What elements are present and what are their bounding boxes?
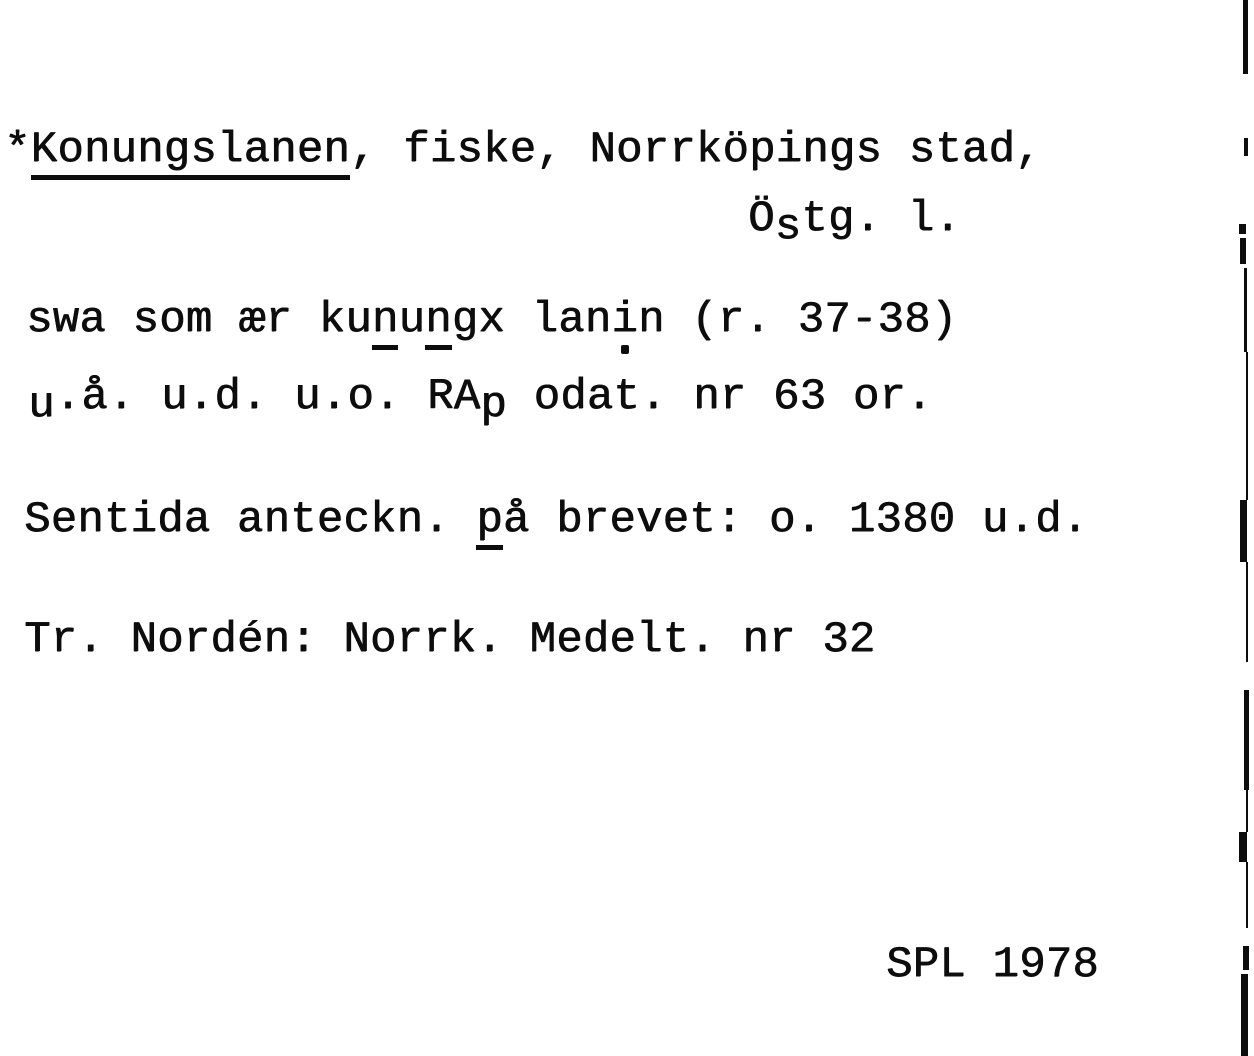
text-segment: i: [611, 295, 638, 345]
text-segment: n: [372, 295, 399, 350]
signature: [886, 940, 1099, 990]
scan-edge-mark: [1239, 832, 1247, 862]
scan-edge-mark: [1246, 862, 1248, 928]
text-segment: Sentida anteckn.: [24, 495, 477, 545]
annotation-line: [24, 495, 1089, 545]
entry-heading: [4, 125, 1042, 175]
scan-edge-mark: [1244, 690, 1249, 790]
scan-edge-mark: [1240, 500, 1247, 562]
text-segment: tg. l.: [801, 194, 961, 244]
text-segment: p: [476, 495, 503, 550]
province-reference: [748, 194, 961, 252]
scan-edge-mark: [1244, 268, 1247, 352]
text-segment: Ö: [748, 194, 775, 244]
text-segment: å brevet: o. 1380 u.d.: [502, 495, 1089, 545]
scan-edge-mark: [1240, 238, 1246, 264]
text-segment: u: [28, 379, 55, 430]
source-line: [28, 372, 933, 430]
text-segment: *: [4, 125, 31, 175]
text-segment: u: [398, 295, 426, 345]
text-segment: s: [774, 201, 802, 252]
text-segment: swa som ær ku: [26, 295, 372, 345]
scan-edge-mark: [1239, 224, 1246, 234]
scan-edge-mark: [1246, 562, 1248, 662]
text-segment: p: [480, 379, 507, 430]
scan-edge-mark: [1246, 790, 1248, 832]
text-segment: Tr. Nordén: Norrk. Medelt. nr 32: [24, 615, 876, 665]
text-segment: SPL 1978: [886, 940, 1099, 990]
print-reference: [24, 615, 876, 665]
text-segment: .å. u.d. u.o. RA: [54, 372, 481, 422]
scan-edge-mark: [1246, 352, 1248, 500]
scan-edge-mark: [1243, 0, 1248, 74]
scan-edge-mark: [1241, 974, 1248, 1056]
quotation: [26, 295, 958, 345]
text-segment: , fiske, Norrköpings stad,: [349, 125, 1042, 175]
scan-edge-mark: [1243, 946, 1249, 970]
scan-edge-mark: [1244, 138, 1248, 156]
text-segment: gx lan: [451, 295, 612, 345]
text-segment: n (r. 37-38): [637, 295, 958, 345]
text-segment: n: [425, 295, 452, 350]
text-segment: odat. nr 63 or.: [506, 372, 933, 422]
text-segment: Konungslanen: [31, 125, 350, 180]
